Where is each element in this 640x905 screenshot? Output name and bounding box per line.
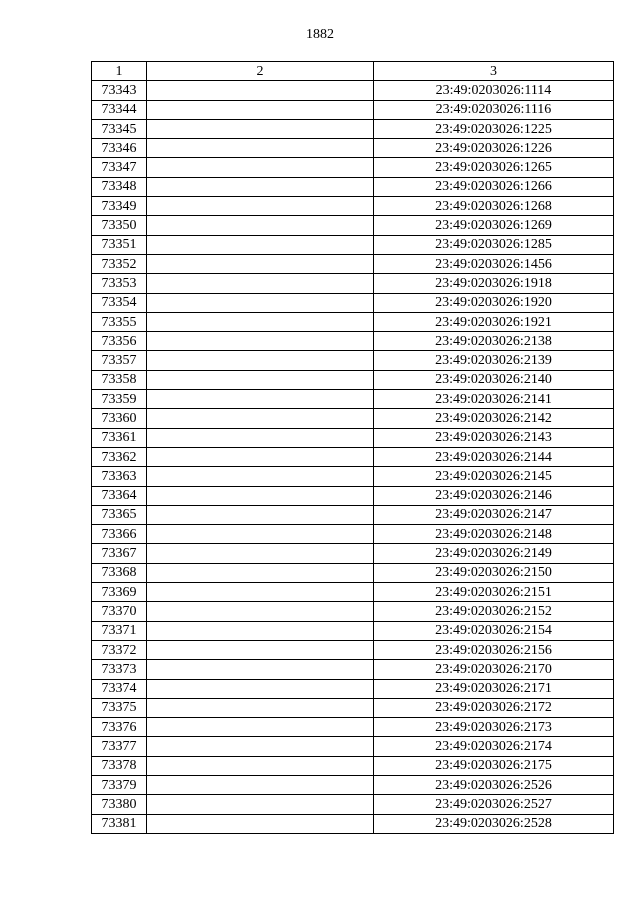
table-row (92, 602, 614, 621)
table-row (92, 332, 614, 351)
table-row (92, 447, 614, 466)
table-row (92, 119, 614, 138)
cadastral-number-cell: 23:49:0203026:2143 (374, 428, 614, 447)
table-row (92, 370, 614, 389)
empty-cell (147, 679, 374, 698)
table-row (92, 718, 614, 737)
cadastral-number-cell: 23:49:0203026:1921 (374, 312, 614, 331)
table-row (92, 795, 614, 814)
cadastral-number-cell: 23:49:0203026:2154 (374, 621, 614, 640)
cadastral-number-cell: 23:49:0203026:2144 (374, 447, 614, 466)
table-row (92, 177, 614, 196)
table-row (92, 312, 614, 331)
table-row (92, 486, 614, 505)
row-number-cell: 73364 (92, 486, 147, 505)
table-row (92, 698, 614, 717)
row-number-cell: 73368 (92, 563, 147, 582)
row-number-cell: 73352 (92, 254, 147, 273)
cadastral-number-cell: 23:49:0203026:2156 (374, 640, 614, 659)
row-number-cell: 73363 (92, 467, 147, 486)
row-number-cell: 73367 (92, 544, 147, 563)
table-row (92, 544, 614, 563)
row-number-cell: 73347 (92, 158, 147, 177)
empty-cell (147, 737, 374, 756)
table-row (92, 351, 614, 370)
cadastral-number-cell: 23:49:0203026:2150 (374, 563, 614, 582)
cadastral-number-cell: 23:49:0203026:2152 (374, 602, 614, 621)
row-number-cell: 73376 (92, 718, 147, 737)
cadastral-number-cell: 23:49:0203026:2148 (374, 525, 614, 544)
empty-cell (147, 293, 374, 312)
row-number-cell: 73370 (92, 602, 147, 621)
cadastral-number-cell: 23:49:0203026:1225 (374, 119, 614, 138)
row-number-cell: 73377 (92, 737, 147, 756)
row-number-cell: 73354 (92, 293, 147, 312)
table-row (92, 254, 614, 273)
row-number-cell: 73369 (92, 583, 147, 602)
row-number-cell: 73343 (92, 81, 147, 100)
row-number-cell: 73378 (92, 756, 147, 775)
cadastral-number-cell: 23:49:0203026:2141 (374, 390, 614, 409)
cadastral-number-cell: 23:49:0203026:2527 (374, 795, 614, 814)
row-number-cell: 73357 (92, 351, 147, 370)
empty-cell (147, 100, 374, 119)
table-row (92, 409, 614, 428)
row-number-cell: 73380 (92, 795, 147, 814)
cadastral-number-cell: 23:49:0203026:2139 (374, 351, 614, 370)
empty-cell (147, 274, 374, 293)
empty-cell (147, 467, 374, 486)
table-row (92, 197, 614, 216)
table-row (92, 467, 614, 486)
row-number-cell: 73374 (92, 679, 147, 698)
row-number-cell: 73375 (92, 698, 147, 717)
table-row (92, 505, 614, 524)
empty-cell (147, 814, 374, 833)
table-row (92, 139, 614, 158)
empty-cell (147, 254, 374, 273)
cadastral-number-cell: 23:49:0203026:1456 (374, 254, 614, 273)
empty-cell (147, 640, 374, 659)
table-row (92, 100, 614, 119)
cadastral-number-cell: 23:49:0203026:2147 (374, 505, 614, 524)
cadastral-number-cell: 23:49:0203026:1226 (374, 139, 614, 158)
table-row (92, 525, 614, 544)
table-row (92, 390, 614, 409)
cadastral-number-cell: 23:49:0203026:2528 (374, 814, 614, 833)
registry-table (91, 61, 614, 834)
row-number-cell: 73361 (92, 428, 147, 447)
table-row (92, 814, 614, 833)
row-number-cell: 73381 (92, 814, 147, 833)
row-number-cell: 73349 (92, 197, 147, 216)
empty-cell (147, 795, 374, 814)
table-header (92, 62, 614, 81)
empty-cell (147, 312, 374, 331)
cadastral-number-cell: 23:49:0203026:1920 (374, 293, 614, 312)
table-row (92, 158, 614, 177)
cadastral-number-cell: 23:49:0203026:1265 (374, 158, 614, 177)
empty-cell (147, 756, 374, 775)
empty-cell (147, 544, 374, 563)
row-number-cell: 73372 (92, 640, 147, 659)
table-row (92, 756, 614, 775)
row-number-cell: 73351 (92, 235, 147, 254)
column-header-1: 1 (92, 62, 147, 81)
cadastral-number-cell: 23:49:0203026:2175 (374, 756, 614, 775)
table-row (92, 640, 614, 659)
row-number-cell: 73366 (92, 525, 147, 544)
table-row (92, 775, 614, 794)
table-row (92, 563, 614, 582)
row-number-cell: 73360 (92, 409, 147, 428)
cadastral-number-cell: 23:49:0203026:2142 (374, 409, 614, 428)
cadastral-number-cell: 23:49:0203026:2171 (374, 679, 614, 698)
table-row (92, 660, 614, 679)
cadastral-number-cell: 23:49:0203026:1918 (374, 274, 614, 293)
row-number-cell: 73365 (92, 505, 147, 524)
table-row (92, 583, 614, 602)
row-number-cell: 73359 (92, 390, 147, 409)
table-row (92, 621, 614, 640)
cadastral-number-cell: 23:49:0203026:2146 (374, 486, 614, 505)
cadastral-number-cell: 23:49:0203026:1266 (374, 177, 614, 196)
row-number-cell: 73345 (92, 119, 147, 138)
empty-cell (147, 718, 374, 737)
empty-cell (147, 235, 374, 254)
page-number: 1882 (306, 27, 334, 42)
empty-cell (147, 158, 374, 177)
empty-cell (147, 370, 374, 389)
cadastral-number-cell: 23:49:0203026:2173 (374, 718, 614, 737)
table-row (92, 81, 614, 100)
empty-cell (147, 139, 374, 158)
cadastral-number-cell: 23:49:0203026:2170 (374, 660, 614, 679)
row-number-cell: 73358 (92, 370, 147, 389)
empty-cell (147, 563, 374, 582)
cadastral-number-cell: 23:49:0203026:2140 (374, 370, 614, 389)
empty-cell (147, 621, 374, 640)
row-number-cell: 73350 (92, 216, 147, 235)
table-row (92, 235, 614, 254)
cadastral-number-cell: 23:49:0203026:2172 (374, 698, 614, 717)
column-header-3: 3 (374, 62, 614, 81)
empty-cell (147, 525, 374, 544)
empty-cell (147, 447, 374, 466)
row-number-cell: 73373 (92, 660, 147, 679)
table-row (92, 737, 614, 756)
row-number-cell: 73353 (92, 274, 147, 293)
empty-cell (147, 390, 374, 409)
row-number-cell: 73346 (92, 139, 147, 158)
cadastral-number-cell: 23:49:0203026:1116 (374, 100, 614, 119)
table-row (92, 293, 614, 312)
empty-cell (147, 660, 374, 679)
empty-cell (147, 351, 374, 370)
empty-cell (147, 177, 374, 196)
empty-cell (147, 583, 374, 602)
empty-cell (147, 775, 374, 794)
row-number-cell: 73356 (92, 332, 147, 351)
header-row (92, 62, 614, 81)
cadastral-number-cell: 23:49:0203026:2151 (374, 583, 614, 602)
cadastral-number-cell: 23:49:0203026:1285 (374, 235, 614, 254)
table-body (92, 81, 614, 834)
table-row (92, 428, 614, 447)
cadastral-number-cell: 23:49:0203026:2174 (374, 737, 614, 756)
empty-cell (147, 505, 374, 524)
cadastral-number-cell: 23:49:0203026:1114 (374, 81, 614, 100)
cadastral-number-cell: 23:49:0203026:2138 (374, 332, 614, 351)
empty-cell (147, 81, 374, 100)
empty-cell (147, 428, 374, 447)
row-number-cell: 73371 (92, 621, 147, 640)
empty-cell (147, 602, 374, 621)
row-number-cell: 73379 (92, 775, 147, 794)
cadastral-number-cell: 23:49:0203026:2145 (374, 467, 614, 486)
empty-cell (147, 119, 374, 138)
cadastral-number-cell: 23:49:0203026:1268 (374, 197, 614, 216)
table-row (92, 274, 614, 293)
empty-cell (147, 486, 374, 505)
empty-cell (147, 197, 374, 216)
empty-cell (147, 698, 374, 717)
table-row (92, 216, 614, 235)
table-row (92, 679, 614, 698)
cadastral-number-cell: 23:49:0203026:1269 (374, 216, 614, 235)
column-header-2: 2 (147, 62, 374, 81)
cadastral-number-cell: 23:49:0203026:2149 (374, 544, 614, 563)
cadastral-number-cell: 23:49:0203026:2526 (374, 775, 614, 794)
empty-cell (147, 409, 374, 428)
row-number-cell: 73344 (92, 100, 147, 119)
row-number-cell: 73348 (92, 177, 147, 196)
empty-cell (147, 332, 374, 351)
empty-cell (147, 216, 374, 235)
row-number-cell: 73362 (92, 447, 147, 466)
row-number-cell: 73355 (92, 312, 147, 331)
